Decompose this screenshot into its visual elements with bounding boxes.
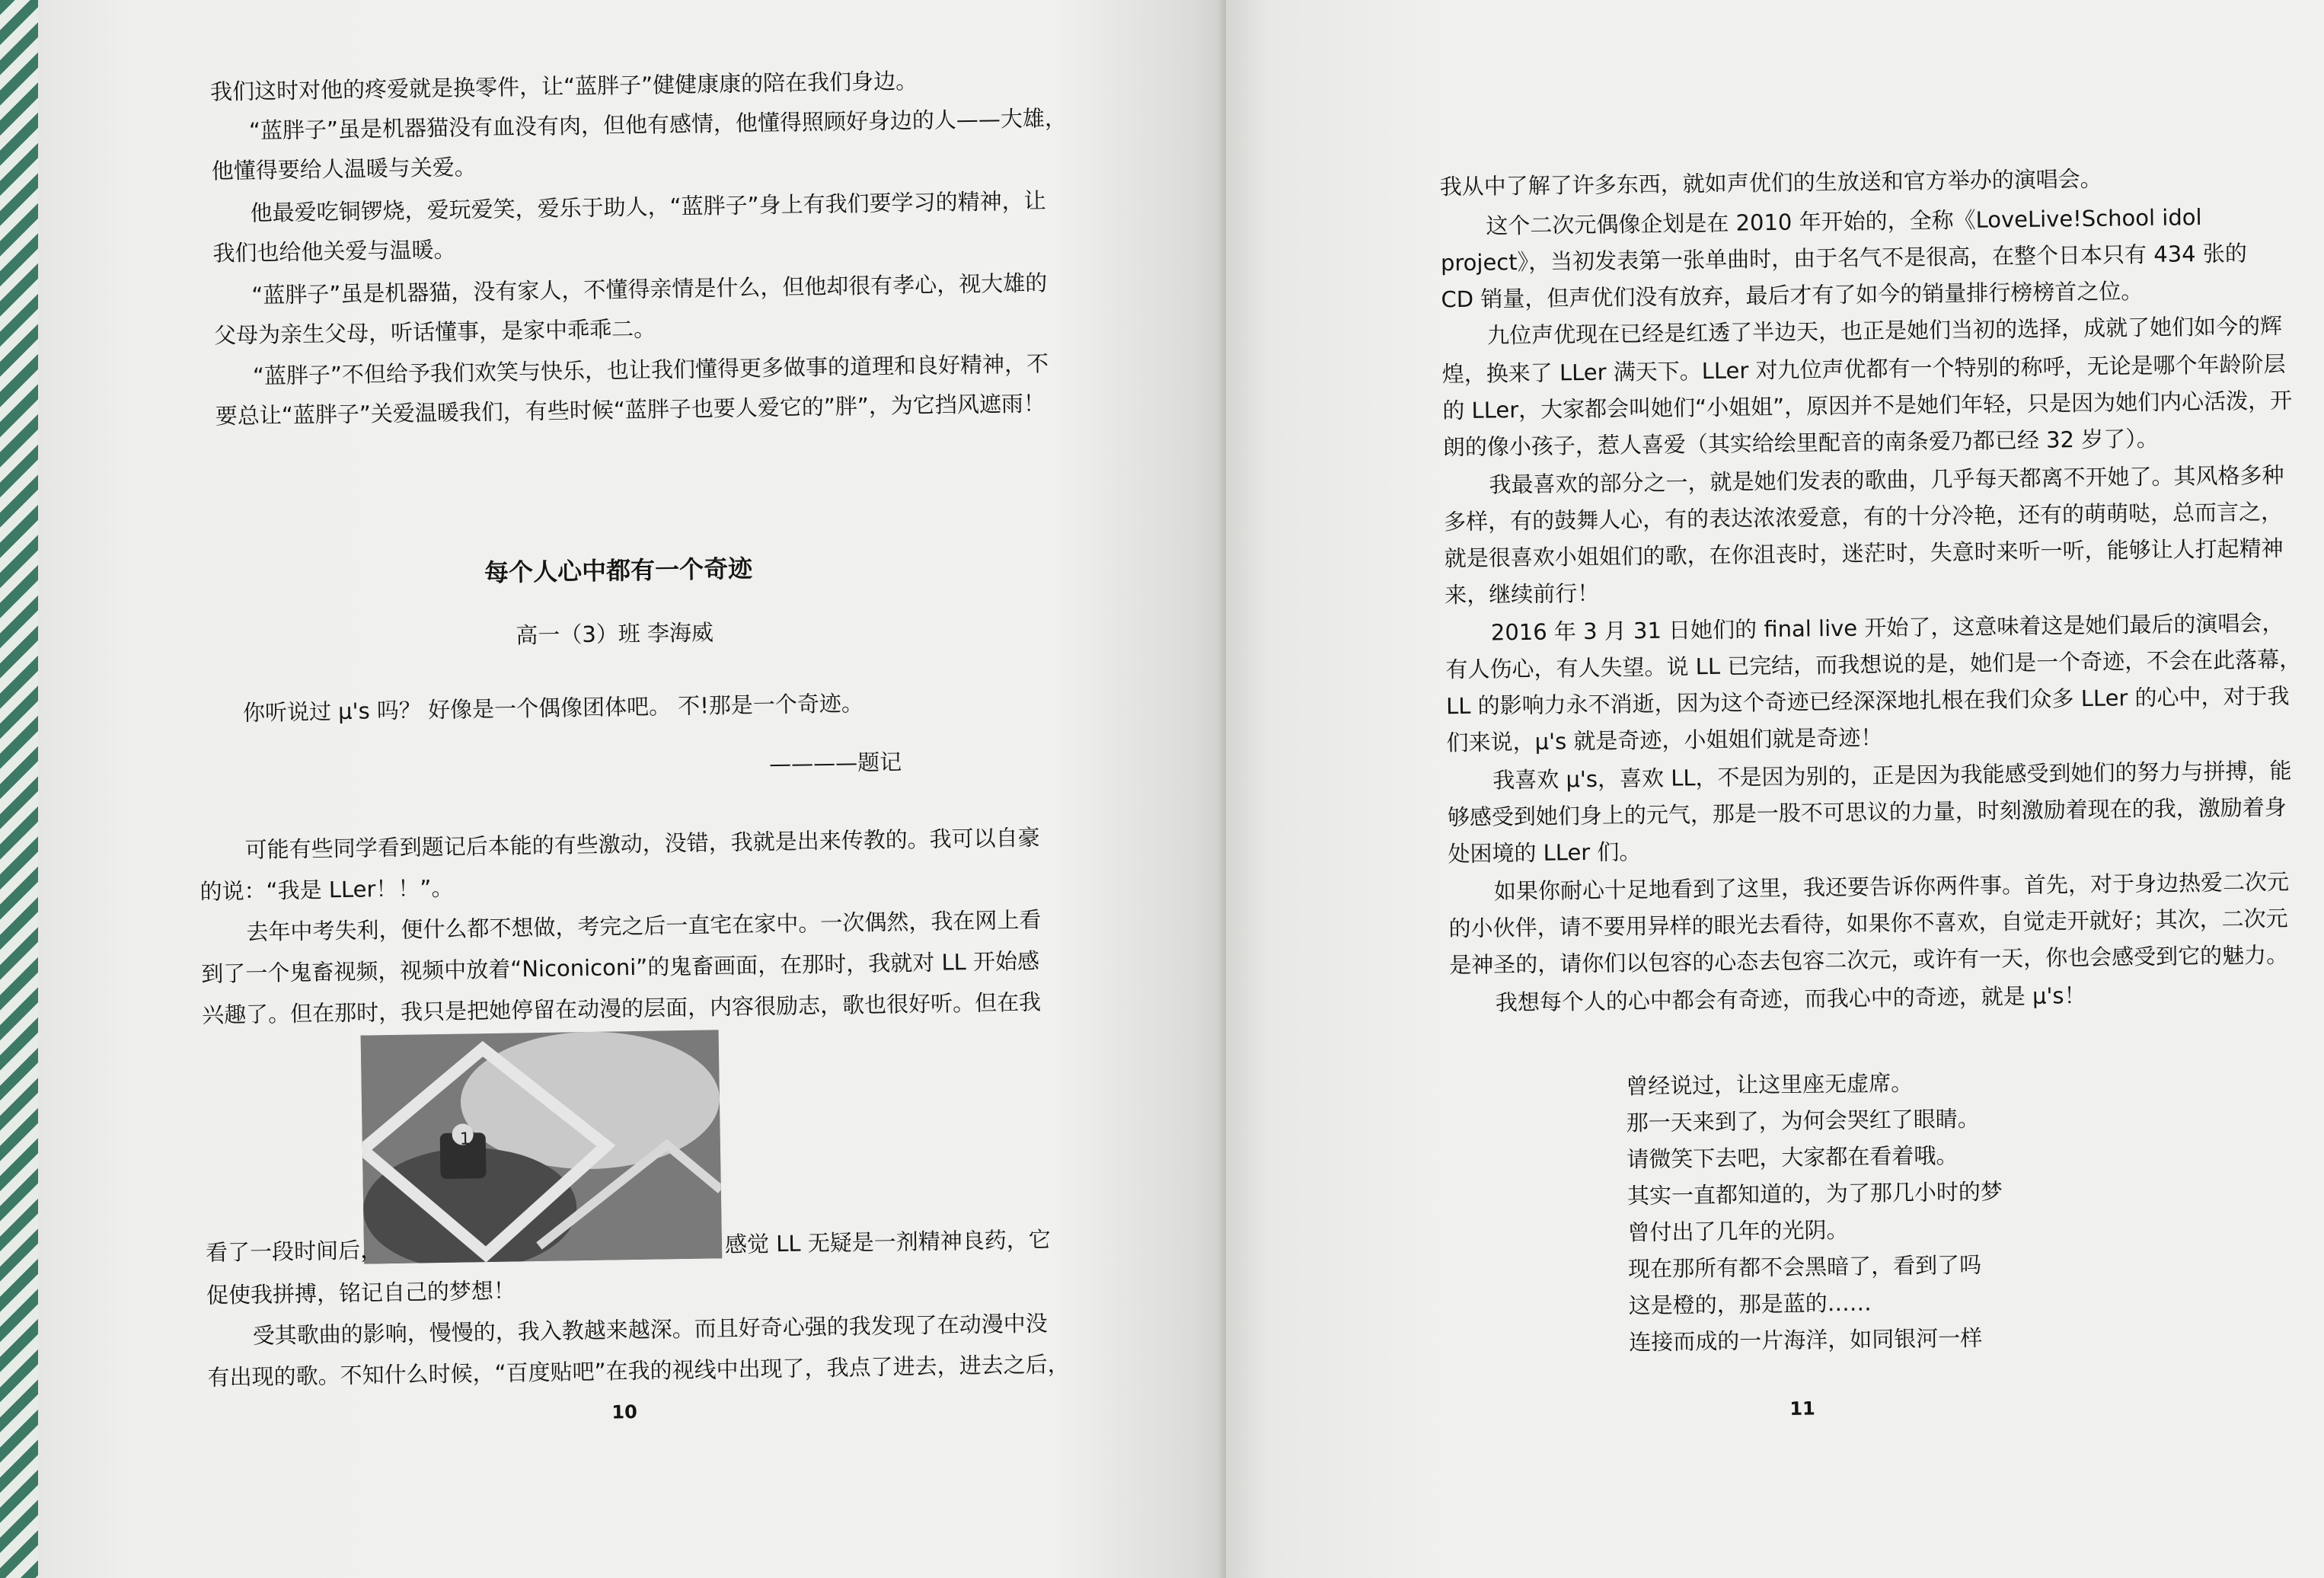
text-line: 我从中了解了许多东西，就如声优们的生放送和官方举办的演唱会。 [1439, 165, 2102, 200]
text-line: “蓝胖子”不但给予我们欢笑与快乐，也让我们懂得更多做事的道理和良好精神，不 [252, 350, 1049, 389]
poem-line: 那一天来到了，为何会哭红了眼睛。 [1626, 1105, 1980, 1136]
text-line: 处困境的 LLer 们。 [1448, 839, 1642, 867]
text-line: 可能有些同学看到题记后本能的有些激动，没错，我就是出来传教的。我可以自豪 [244, 824, 1040, 863]
photo-graphic [361, 1030, 723, 1263]
text-line: 父母为亲生父母，听话懂事，是家中乖乖二。 [213, 315, 656, 349]
text-line: 九位声优现在已经是红透了半边天，也正是她们当初的选择，成就了她们如今的辉 [1486, 312, 2283, 349]
text-line: CD 销量，但声优们没有放弃，最后才有了如今的销量排行榜榜首之位。 [1441, 278, 2144, 313]
text-line: 兴趣了。但在那时，我只是把她停留在动漫的层面，内容很励志，歌也很好听。但在我 [201, 989, 1042, 1028]
text-line: 感觉 LL 无疑是一剂精神良药，它 [724, 1226, 1051, 1258]
text-line: LL 的影响力永不消逝，因为这个奇迹已经深深地扎根在我们众多 LLer 的心中，对于我 [1445, 682, 2290, 720]
poem-line: 曾经说过，让这里座无虚席。 [1625, 1069, 1914, 1100]
epigraph-attribution: ————题记 [768, 749, 902, 778]
poem-line: 其实一直都知道的，为了那几小时的梦 [1626, 1178, 2003, 1209]
text-line: 们来说，μ's 就是奇迹，小姐姐们就是奇迹！ [1446, 724, 1883, 756]
text-line: “蓝胖子”虽是机器猫，没有家人，不懂得亲情是什么，但他却很有孝心，视大雄的 [251, 270, 1048, 308]
text-line: 是神圣的，请你们以包容的心态去包容二次元，或许有一天，你也会感受到它的魅力。 [1449, 941, 2289, 979]
text-line: 我们也给他关爱与温暖。 [212, 236, 456, 267]
text-line: 朗的像小孩子，惹人喜爱（其实给绘里配音的南条爱乃都已经 32 岁了）。 [1442, 425, 2159, 461]
text-line: “蓝胖子”虽是机器猫没有血没有肉，但他有感情，他懂得照顾好身边的人——大雄， [248, 104, 1068, 144]
text-line: 要总让“蓝胖子”关爱温暖我们，有些时候“蓝胖子也要人爱它的”胖”，为它挡风遮雨！ [215, 390, 1046, 430]
text-line: 的小伙伴，请不要用异样的眼光去看待，如果你不喜欢，自觉走开就好；其次，二次元 [1448, 905, 2288, 942]
text-line: 我喜欢 μ's，喜欢 LL，不是因为别的，正是因为我能感受到她们的努力与拼搏，能 [1492, 757, 2292, 794]
left-page [38, 0, 1227, 1578]
open-booklet [38, 0, 2324, 1578]
text-line: 多样，有的鼓舞人心，有的表达浓浓爱意，有的十分冷艳，还有的萌萌哒，总而言之， [1443, 498, 2284, 535]
right-page [1226, 0, 2324, 1578]
poem-line: 请微笑下去吧，大家都在看着哦。 [1626, 1142, 1958, 1173]
poem-line: 曾付出了几年的光阴。 [1627, 1216, 1849, 1246]
text-line: 的 LLer，大家都会叫她们“小姐姐”，原因并不是她们年轻，只是因为她们内心活泼，开 [1442, 387, 2293, 424]
poem-line: 这是橙的，那是蓝的…… [1628, 1289, 1872, 1319]
text-line: 来，继续前行！ [1445, 580, 1600, 609]
right-page-content [1226, 0, 2324, 1578]
left-page-content [38, 0, 1227, 1578]
text-line: 煌，换来了 LLer 满天下。LLer 对九位声优都有一个特别的称呼，无论是哪个年龄阶层 [1441, 350, 2286, 388]
text-line: 2016 年 3 月 31 日她们的 final live 开始了，这意味着这是她们最后的演唱会， [1490, 609, 2284, 646]
text-line: 够感受到她们身上的元气，那是一股不可思议的力量，时刻激励着现在的我，激励着身 [1447, 794, 2287, 831]
poem-line: 连接而成的一片海洋，如同银河一样 [1629, 1324, 1983, 1356]
essay-author: 高一（3）班 李海威 [516, 619, 714, 649]
text-line: 我最喜欢的部分之一，就是她们发表的歌曲，几乎每天都离不开她了。其风格多种 [1489, 462, 2284, 498]
text-line: 就是很喜欢小姐姐们的歌，在你沮丧时，迷茫时，失意时来听一听，能够让人打起精神 [1444, 535, 2284, 572]
anime-photo [361, 1030, 723, 1263]
essay-title: 每个人心中都有一个奇迹 [484, 554, 753, 588]
text-line: 受其歌曲的影响，慢慢的，我入教越来越深。而且好奇心强的我发现了在动漫中没 [252, 1310, 1048, 1349]
text-line: 去年中考失利，便什么都不想做，考完之后一直宅在家中。一次偶然，我在网上看 [246, 906, 1042, 945]
poem-line: 现在那所有都不会黑暗了，看到了吗 [1627, 1251, 1982, 1283]
text-line: 我们这时对他的疼爱就是换零件，让“蓝胖子”健健康康的陪在我们身边。 [209, 68, 918, 105]
text-line: 如果你耐心十足地看到了这里，我还要告诉你两件事。首先，对于身边热爱二次元 [1493, 868, 2290, 905]
text-line: 有出现的歌。不知什么时候，“百度贴吧”在我的视线中出现了，我点了进去，进去之后， [207, 1351, 1070, 1391]
page-number: 10 [611, 1401, 638, 1423]
text-line: 他懂得要给人温暖与关爱。 [211, 154, 477, 184]
epigraph: 你听说过 μ's 吗？ 好像是一个偶像团体吧。 不!那是一个奇迹。 [242, 690, 864, 727]
text-line: 的说：“我是 LLer！！”。 [200, 874, 454, 905]
text-line: 促使我拼搏，铭记自己的梦想！ [206, 1277, 516, 1308]
text-line: 看了一段时间后， [205, 1237, 383, 1266]
text-line: 他最爱吃铜锣烧，爱玩爱笑，爱乐于助人，“蓝胖子”身上有我们要学习的精神，让 [250, 187, 1046, 226]
text-line: 我想每个人的心中都会有奇迹，而我心中的奇迹，就是 μ's！ [1495, 982, 2086, 1016]
text-line: 有人伤心，有人失望。说 LL 已完结，而我想说的是，她们是一个奇迹，不会在此落幕， [1445, 646, 2302, 683]
text-line: project》，当初发表第一张单曲时，由于名气不是很高，在整个日本只有 434 张的 [1440, 240, 2248, 276]
text-line: 这个二次元偶像企划是在 2010 年开始的，全称《LoveLive!School idol [1486, 204, 2202, 239]
svg-text:1: 1 [459, 1129, 471, 1149]
page-number: 11 [1789, 1398, 1815, 1420]
text-line: 到了一个鬼畜视频，视频中放着“Niconiconi”的鬼畜画面，在那时，我就对 LL 开始感 [201, 947, 1040, 987]
